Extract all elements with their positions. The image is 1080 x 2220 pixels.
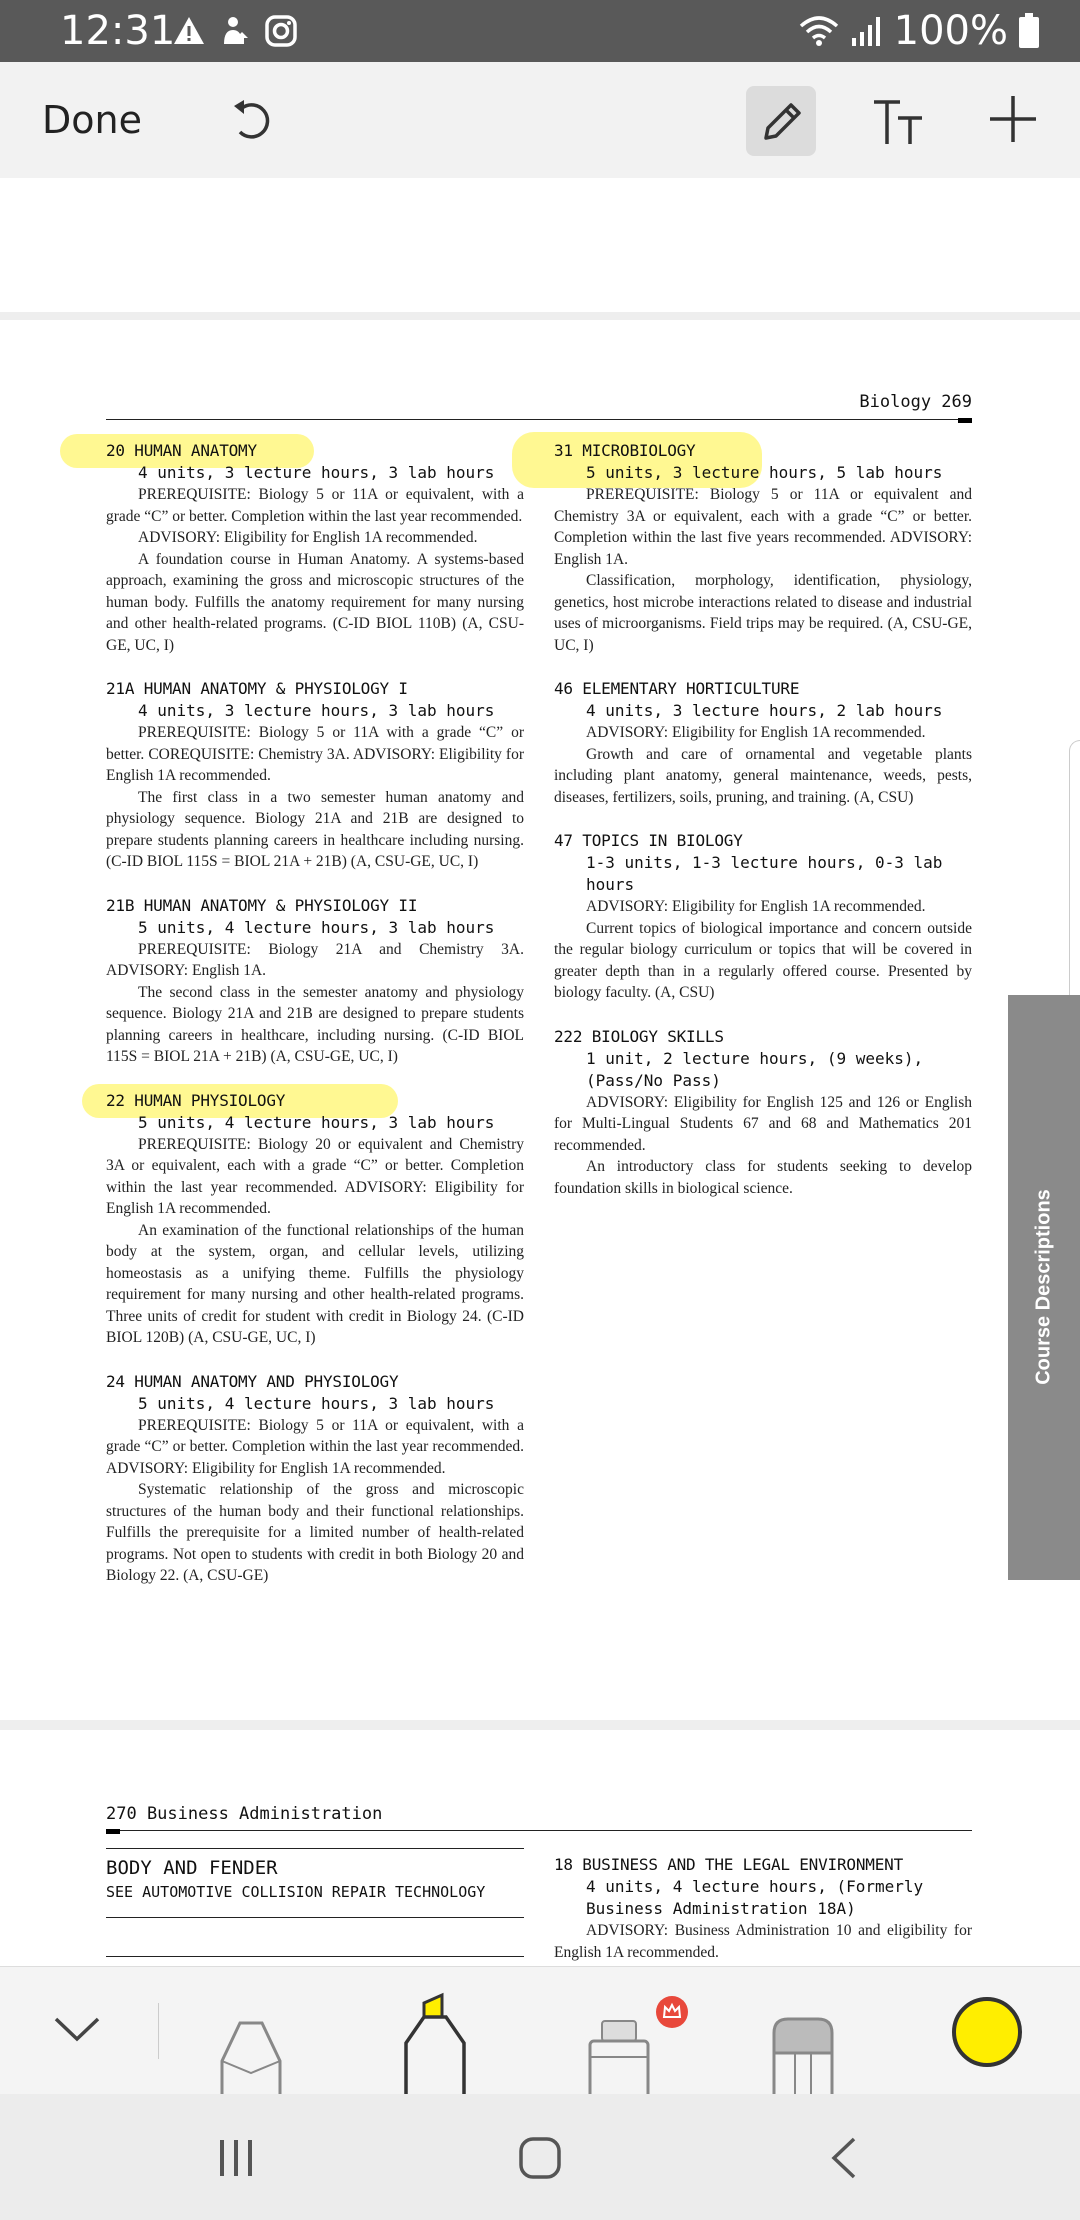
course-title: 47 TOPICS IN BIOLOGY <box>554 831 743 850</box>
collapse-chevron-icon[interactable] <box>52 2015 102 2045</box>
course-units: 4 units, 3 lecture hours, 2 lab hours <box>586 701 943 720</box>
course-entry <box>554 440 972 656</box>
status-time: 12:31 <box>60 8 176 54</box>
pdf-page-previous <box>0 178 1080 312</box>
course-units: 5 units, 3 lecture hours, 5 lab hours <box>586 463 943 482</box>
plus-icon[interactable] <box>988 94 1038 144</box>
course-text: Growth and care of ornamental and vegetable plants including plant anatomy, general maintenance, weeds, pests, diseases, fertilizers, soils, pruning, and training. (A, CSU) <box>554 745 972 806</box>
course-entry <box>106 1371 524 1587</box>
pdf-page-business <box>0 1730 1080 1970</box>
course-text: ADVISORY: Eligibility for English 125 and 126 or English for Multi-Lingual Students 67 and 68 and Mathematics 201 recommended. <box>554 1093 972 1154</box>
annotation-toolbar <box>0 62 1080 181</box>
header-mark <box>958 418 972 423</box>
header-rule <box>106 419 972 420</box>
brush-tool-icon[interactable] <box>770 2015 836 2095</box>
course-text: ADVISORY: Eligibility for English 1A recommended. <box>586 898 926 915</box>
right-column <box>554 440 972 1221</box>
course-text: PREREQUISITE: Biology 5 or 11A or equivalent, with a grade “C” or better. Completion within the last year recommended. ADVISORY: Eligibility for English 1A recommended. <box>106 1416 524 1477</box>
course-units: 5 units, 4 lecture hours, 3 lab hours <box>138 917 495 937</box>
wifi-icon <box>798 14 840 48</box>
course-title: 24 HUMAN ANATOMY AND PHYSIOLOGY <box>106 1371 399 1391</box>
left-column <box>106 440 524 1609</box>
course-units: 1-3 units, 1-3 lecture hours, 0-3 lab hours <box>586 853 943 894</box>
course-text: PREREQUISITE: Biology 20 or equivalent and Chemistry 3A or equivalent, each with a grade “C” or better. Completion within the last year recommended. ADVISORY: Eligibility for English 1A recommended. <box>106 1135 524 1217</box>
course-units: 4 units, 4 lecture hours, (Formerly Business Administration 18A) <box>586 1877 924 1918</box>
course-title: 31 MICROBIOLOGY <box>554 441 696 460</box>
course-entry <box>554 1854 972 1963</box>
course-text: The first class in a two semester human anatomy and physiology sequence. Biology 21A and 21B are designed to prepare students planning careers in healthcare including nursing. (C-ID BIOL 115S = BIOL 21A + 21B) (A, CSU-GE, UC, I) <box>106 788 524 870</box>
course-text: The second class in the semester anatomy and physiology sequence. Biology 21A and 21B are designed to prepare students planning careers in healthcare, including nursing. (C-ID BIOL 115S = BIOL 21A + 21B) (A, CSU-GE, UC, I) <box>106 983 524 1065</box>
course-text: Current topics of biological importance and concern outside the regular biology curriculum or topics that will be covered in greater depth than in a regularly offered course. Presented by biology faculty. (A, CSU) <box>554 919 972 1001</box>
header-mark <box>106 1829 120 1834</box>
course-units: 1 unit, 2 lecture hours, (9 weeks), (Pass/No Pass) <box>586 1048 924 1090</box>
system-nav-bar <box>0 2094 1080 2220</box>
page-header: Biology 269 <box>859 392 972 412</box>
marker-tool-icon[interactable] <box>586 2017 652 2095</box>
course-entry <box>106 895 524 1068</box>
course-text: PREREQUISITE: Biology 5 or 11A or equivalent and Chemistry 3A or equivalent, each with a grade “C” or better. Completion within the last five years recommended. ADVISORY: English 1A. <box>554 486 972 568</box>
course-entry <box>554 678 972 808</box>
back-icon[interactable] <box>828 2136 858 2180</box>
highlighter-tool-icon[interactable] <box>402 1987 468 2095</box>
undo-icon[interactable] <box>228 96 278 146</box>
tray-divider <box>158 2003 159 2059</box>
signal-icon <box>850 14 884 48</box>
page-header: 270 Business Administration <box>106 1804 383 1824</box>
pdf-page-biology <box>0 320 1080 1720</box>
course-text: An introductory class for students seeking to develop foundation skills in biological science. <box>554 1158 972 1197</box>
course-title: 46 ELEMENTARY HORTICULTURE <box>554 679 800 698</box>
course-text: Classification, morphology, identification, physiology, genetics, host microbe interactions related to disease and industrial uses of microorganisms. Field trips may be required. (A, CSU-GE, UC, I) <box>554 572 972 654</box>
course-entry <box>106 1090 524 1349</box>
section-tab-label: Course Descriptions <box>1032 1189 1055 1385</box>
section-tab <box>1008 995 1080 1580</box>
battery-percent: 100% <box>893 8 1008 54</box>
course-title: 21A HUMAN ANATOMY & PHYSIOLOGY I <box>106 679 408 698</box>
course-units: 4 units, 3 lecture hours, 3 lab hours <box>138 463 495 482</box>
section-title: BODY AND FENDER <box>106 1848 524 1879</box>
course-text: ADVISORY: Eligibility for English 1A recommended. <box>138 529 478 546</box>
header-rule <box>106 1830 972 1831</box>
recent-apps-icon[interactable] <box>216 2138 256 2178</box>
left-column <box>106 1848 524 1985</box>
course-text: ADVISORY: Business Administration 10 and eligibility for English 1A recommended. <box>554 1922 972 1961</box>
pencil-tool-icon[interactable] <box>218 2017 284 2095</box>
course-text: ADVISORY: Eligibility for English 1A recommended. <box>586 724 926 741</box>
course-entry <box>106 678 524 873</box>
course-units: 5 units, 4 lecture hours, 3 lab hours <box>138 1393 495 1413</box>
warning-icon <box>172 14 206 48</box>
pen-mode-button[interactable] <box>746 86 816 156</box>
course-text: Systematic relationship of the gross and microscopic structures of the human body and their functional relationships. Fulfills the prerequisite for a limited number of health-related programs. Not open to students with credit in both Biology 20 and Biology 22. (A, CSU-GE) <box>106 1481 524 1584</box>
course-text: PREREQUISITE: Biology 21A and Chemistry 3A. ADVISORY: English 1A. <box>106 940 524 979</box>
course-entry <box>554 830 972 1004</box>
see-reference: SEE AUTOMOTIVE COLLISION REPAIR TECHNOLOGY <box>106 1883 524 1918</box>
course-text: PREREQUISITE: Biology 5 or 11A or equivalent, with a grade “C” or better. Completion within the last year recommended. <box>106 486 524 525</box>
course-units: 5 units, 4 lecture hours, 3 lab hours <box>138 1112 495 1132</box>
course-text: An examination of the functional relationships of the human body at the system, organ, and cellular levels, utilizing homeostasis as a unifying theme. Fulfills the physiology requirement for many nursing and other health-related programs. Three units of credit for student with credit in Biology 24. (C-ID BIOL 120B) (A, CSU-GE, UC, I) <box>106 1221 524 1346</box>
course-title: 21B HUMAN ANATOMY & PHYSIOLOGY II <box>106 895 418 915</box>
course-text: A foundation course in Human Anatomy. A systems-based approach, examining the gross and microscopic structures of the human body. Fulfills the anatomy requirement for many nursing and other health-related programs. (C-ID BIOL 110B) (A, CSU-GE, UC, I) <box>106 550 524 654</box>
battery-icon <box>1018 13 1040 49</box>
course-entry <box>554 1026 972 1200</box>
instagram-icon <box>264 14 298 48</box>
status-bar <box>0 0 1080 62</box>
pen-icon <box>746 86 816 156</box>
course-units: 4 units, 3 lecture hours, 3 lab hours <box>138 701 495 720</box>
text-size-icon[interactable] <box>870 94 926 150</box>
course-text: PREREQUISITE: Biology 5 or 11A with a grade “C” or better. COREQUISITE: Chemistry 3A. ADVISORY: Eligibility for English 1A recommended. <box>106 724 524 784</box>
course-title: 222 BIOLOGY SKILLS <box>554 1026 724 1046</box>
course-entry <box>106 440 524 656</box>
premium-badge-icon <box>655 1995 689 2029</box>
home-icon[interactable] <box>518 2136 562 2180</box>
pen-tray <box>0 1966 1080 2095</box>
done-button[interactable]: Done <box>42 98 142 142</box>
course-title: 20 HUMAN ANATOMY <box>106 441 257 460</box>
course-title: 18 BUSINESS AND THE LEGAL ENVIRONMENT <box>554 1855 904 1874</box>
upload-icon <box>220 14 250 48</box>
color-picker-button[interactable] <box>952 1997 1022 2067</box>
course-title: 22 HUMAN PHYSIOLOGY <box>106 1090 286 1110</box>
